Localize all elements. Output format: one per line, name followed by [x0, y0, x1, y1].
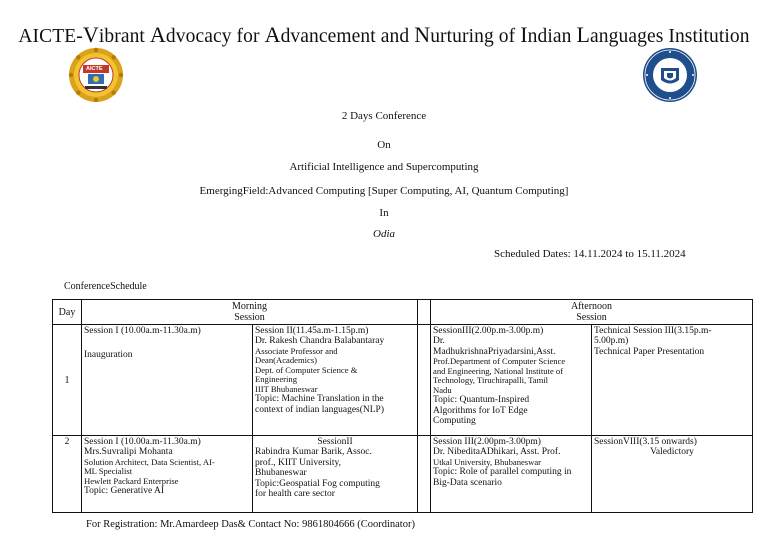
day2-session4-body: Valedictory [650, 447, 694, 458]
title-part: dvancement and [280, 26, 415, 47]
speaker-line: Dr. [433, 336, 445, 347]
session-line: Technical Session III(3.15p.m- [594, 326, 712, 336]
table-row-day1 [53, 325, 753, 436]
day2-number: 2 [53, 436, 82, 513]
header-morning-line2: Session [234, 312, 265, 323]
title-part: N [414, 22, 431, 47]
cv-raman-global-university-seal-icon [642, 47, 698, 108]
conference-topic: Artificial Intelligence and Supercomputing [289, 161, 479, 173]
session-line: Technical Paper Presentation [594, 346, 705, 357]
day2-session3 [431, 436, 592, 513]
page-title [0, 22, 768, 48]
speaker-affiliation: and Engineering, National Institute of [433, 365, 564, 376]
speaker-line: Session III(2.00pm-3.00pm) [433, 437, 541, 447]
day2-session1 [82, 436, 253, 513]
speaker-affiliation: Nadu [433, 384, 452, 395]
speaker-line: SessionIII(2.00p.m-3.00p.m) [433, 326, 544, 336]
table-row-day2 [53, 436, 753, 513]
day1-session1-title: Session I (10.00a.m-11.30a.m) [84, 326, 201, 336]
session-topic: Topic: Role of parallel computing in [433, 467, 572, 478]
day1-session1-body: Inauguration [84, 350, 133, 361]
speaker-line: Session I (10.00a.m-11.30a.m) [84, 437, 201, 447]
header-afternoon-line1: Afternoon [570, 301, 613, 312]
header-morning [82, 300, 418, 325]
session-topic: Computing [433, 416, 476, 426]
spacer-cell [418, 300, 431, 325]
session-topic: Algorithms for IoT Edge [433, 405, 528, 416]
speaker-affiliation: Hewlett Packard Enterprise [84, 475, 179, 486]
table-header-row [53, 300, 753, 325]
header-afternoon-line2: Session [576, 312, 607, 323]
speaker-line: MadhukrishnaPriyadarsini,Asst. [433, 346, 556, 357]
header-morning-line1: Morning [232, 301, 267, 312]
speaker-affiliation: ML Specialist [84, 466, 133, 477]
speaker-affiliation: IIIT Bhubaneswar [255, 383, 318, 394]
speaker-line: Topic:Geospatial Fog computing [255, 478, 380, 489]
spacer-cell [418, 436, 431, 513]
title-part: L [576, 22, 591, 47]
day1-session3 [431, 325, 592, 436]
registration-info: For Registration: Mr.Amardeep Das& Contact No: 9861804666 (Coordinator) [86, 519, 415, 530]
conference-language: Odia [373, 228, 395, 240]
schedule-label: ConferenceSchedule [64, 281, 147, 292]
title-part: ibrant [98, 26, 150, 47]
session-line: 5.00p.m) [594, 336, 629, 347]
speaker-line: for health care sector [255, 489, 335, 500]
speaker-affiliation: Dean(Academics) [255, 355, 318, 366]
day1-session2 [253, 325, 418, 436]
title-part: I [520, 22, 528, 47]
conference-in: In [379, 207, 389, 219]
schedule-table [52, 299, 753, 513]
day2-session4-title: SessionVIII(3.15 onwards) [594, 437, 697, 447]
session-topic: Topic: Quantum-Inspired [433, 395, 530, 406]
conference-on: On [377, 139, 391, 151]
aicte-logo-text: AICTE [86, 66, 103, 72]
title-part: V [82, 22, 99, 47]
title-part: A [264, 22, 281, 47]
session-topic: Big-Data scenario [433, 477, 502, 488]
title-part: AICTE- [18, 26, 83, 47]
title-part: dvocacy for [165, 26, 265, 47]
speaker-affiliation: Solution Architect, Data Scientist, AI- [84, 456, 215, 467]
speaker-affiliation: Dept. of Computer Science & [255, 364, 358, 375]
spacer-cell [418, 325, 431, 436]
title-part: urturing of [430, 26, 521, 47]
title-part: ndian [527, 26, 577, 47]
day1-session1 [82, 325, 253, 436]
speaker-line: Rabindra Kumar Barik, Assoc. [255, 447, 372, 458]
speaker-affiliation: Technology, Tiruchirapalli, Tamil [433, 375, 549, 386]
speaker-affiliation: Engineering [255, 374, 297, 385]
day1-number: 1 [53, 325, 82, 436]
header-day: Day [53, 300, 82, 325]
title-part: A [149, 22, 166, 47]
conference-duration: 2 Days Conference [341, 110, 427, 122]
speaker-line: Session II(11.45a.m-1.15p.m) [255, 326, 369, 336]
session-title: SessionII [317, 437, 353, 447]
speaker-affiliation: Utkal University, Bhubaneswar [433, 456, 542, 467]
header-afternoon [431, 300, 753, 325]
scheduled-dates: Scheduled Dates: 14.11.2024 to 15.11.2024 [494, 248, 686, 260]
emerging-field: EmergingField:Advanced Computing [Super Computing, AI, Quantum Computing] [199, 185, 569, 197]
session-topic: Topic: Generative AI [84, 486, 165, 497]
speaker-line: Dr. Rakesh Chandra Balabantaray [255, 336, 385, 347]
speaker-line: Dr. NibeditaADhikari, Asst. Prof. [433, 447, 561, 458]
speaker-line: prof., KIIT University, [255, 457, 342, 468]
day2-session2 [253, 436, 418, 513]
speaker-affiliation: Prof.Department of Computer Science [433, 356, 566, 367]
speaker-line: Mrs.Suvralipi Mohanta [84, 447, 173, 458]
day1-session4 [592, 325, 753, 436]
session-topic: Topic: Machine Translation in the [255, 394, 384, 405]
aicte-logo-icon [68, 47, 124, 108]
day2-session4 [592, 436, 753, 513]
speaker-line: Bhubaneswar [255, 468, 307, 479]
speaker-affiliation: Associate Professor and [255, 345, 338, 356]
session-topic: context of indian languages(NLP) [255, 404, 385, 415]
title-part: anguages Institution [590, 26, 750, 47]
